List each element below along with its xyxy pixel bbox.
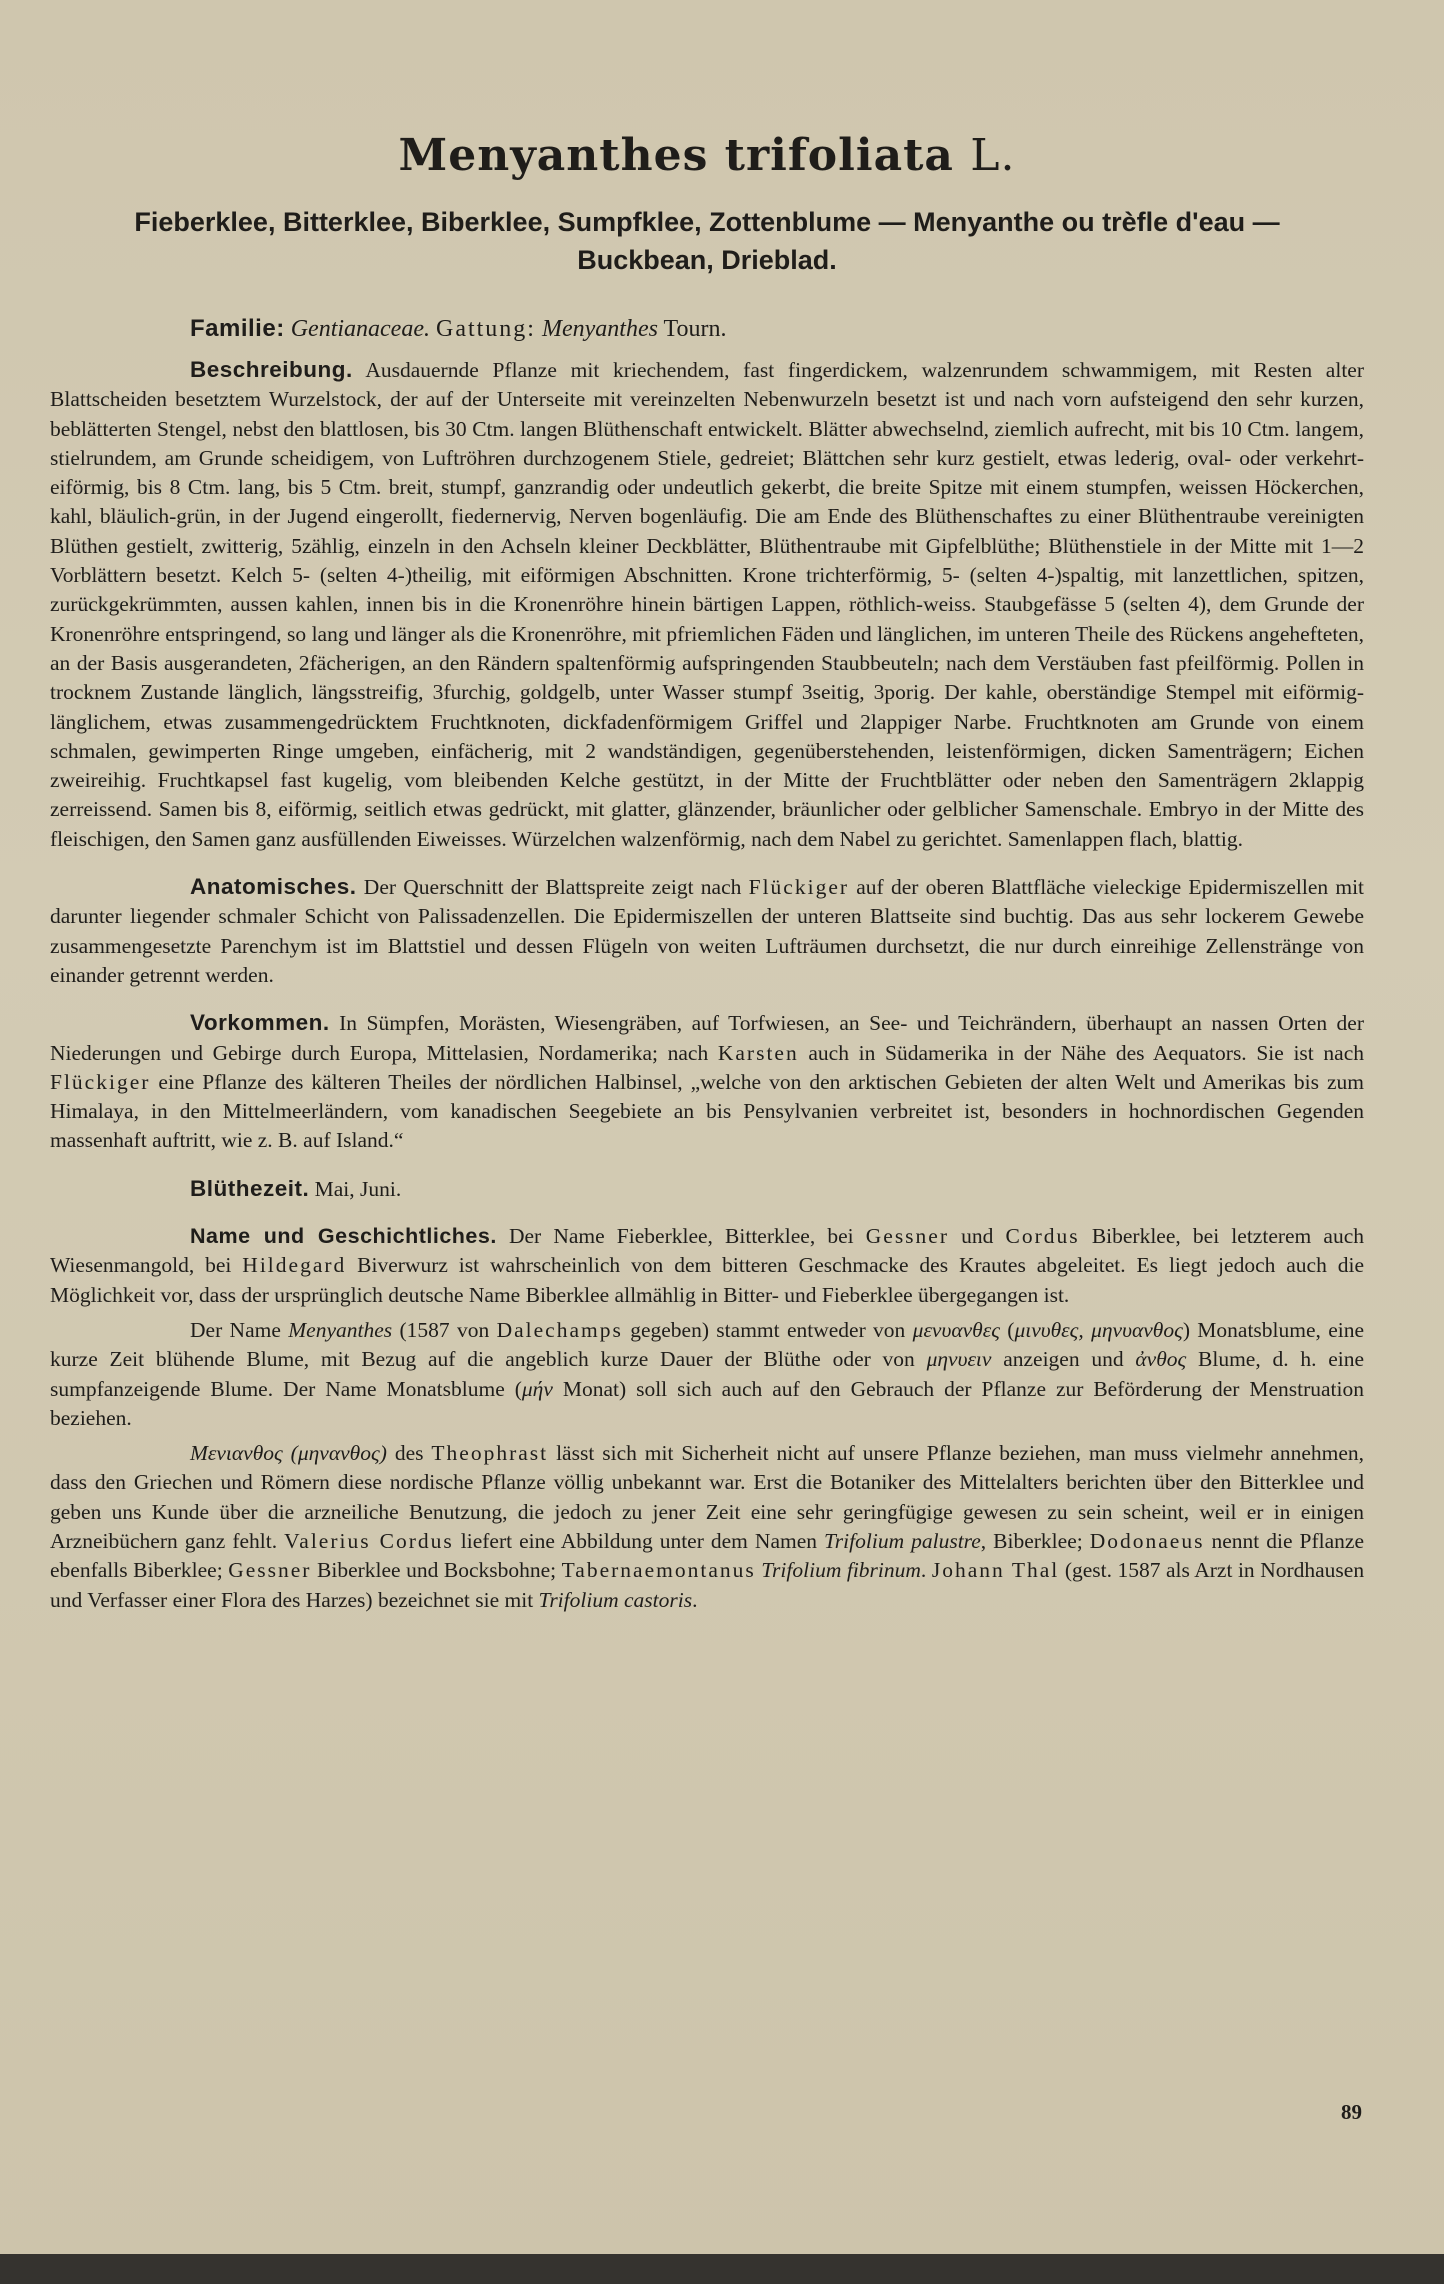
greek-word: μινυθες, μηνυανθος: [1014, 1317, 1183, 1342]
paragraph-text: anzeigen und: [1003, 1347, 1124, 1372]
paragraph-text: .: [692, 1587, 698, 1612]
greek-word: ἀνθος: [1135, 1347, 1187, 1372]
genus-name: Menyanthes: [288, 1317, 393, 1342]
author-name: Dalechamps: [496, 1317, 623, 1342]
paragraph-text: liefert eine Abbildung unter dem Namen: [460, 1528, 818, 1553]
gattung-label: Gattung:: [435, 316, 536, 342]
paragraph-text: (: [1007, 1317, 1015, 1342]
paragraph-text: Monat) soll sich auch auf den Gebrauch der Pflanze zur Beförderung der Menstruation beziehen.: [50, 1376, 1364, 1430]
section-bluethezeit: [50, 1174, 1364, 1204]
vorkommen-text: In Sümpfen, Morästen, Wiesengräben, auf Torfwiesen, an See- und Teichrändern, überhaupt an nassen Orten der Niederungen und Gebirge durch Europa, Mittelasien, Nordamerika; nach: [50, 1011, 1364, 1065]
paragraph-name-origin: [50, 1316, 1364, 1433]
bluethezeit-label: Blüthezeit.: [190, 1175, 310, 1201]
latin-name: Trifolium castoris: [538, 1587, 693, 1612]
familie-value: Gentianaceae.: [290, 316, 430, 342]
vorkommen-text: eine Pflanze des kälteren Theiles der nördlichen Halbinsel, „welche von den arktischen Gebieten der alten Welt und Amerikas bis zum Himalaya, in den Mittelmeerländern, vom kanadischen Seegebiete an bis Pensylvanien verbreitet ist, besonders in hochnordischen Gegenden massenhaft auftritt, wie z. B. auf Island.“: [50, 1069, 1364, 1153]
paragraph-text: Biberklee, bei letzterem auch Wiesenmangold, bei: [50, 1224, 1365, 1278]
author-name: Valerius Cordus: [284, 1528, 454, 1553]
bluethezeit-value: Mai, Juni.: [314, 1176, 402, 1201]
author-name: Gessner: [228, 1558, 312, 1583]
paragraph-text: , Biberklee;: [980, 1528, 1083, 1553]
anatomisches-text: auf der oberen Blattfläche vieleckige Epidermiszellen mit darunter liegender schmaler Schicht von Palissadenzellen. Die Epidermiszellen der unteren Blattseite sind buchtig. Das aus sehr lockerem Gewebe zusammengesetzte Parenchym ist im Blattstiel und dessen Flügeln von weiten Lufträumen durchsetzt, die nur durch einreihige Zellenstränge von einander getrennt werden.: [50, 875, 1365, 987]
paragraph-text: (1587 von: [399, 1317, 490, 1342]
paragraph-text: Der Name: [190, 1317, 281, 1342]
paragraph-text: Der Name Fieberklee, Bitterklee, bei: [508, 1224, 854, 1249]
common-names: Fieberklee, Bitterklee, Biberklee, Sumpfklee, Zottenblume — Menyanthe ou trèfle d'eau — Buckbean, Drieblad.: [134, 207, 1280, 275]
section-name-geschichte: [50, 1222, 1364, 1310]
page-number: 89: [1341, 2100, 1362, 2124]
latin-name: Trifolium fibrinum: [761, 1558, 921, 1583]
paragraph-text: Blume, d. h. eine sumpfanzeigende Blume. Der Name Monatsblume (: [50, 1347, 1365, 1401]
author-name: Tabernaemontanus: [561, 1558, 756, 1583]
vorkommen-text: auch in Südamerika in der Nähe des Aequators. Sie ist nach: [808, 1040, 1365, 1065]
paragraph-text: Biberklee und Bocksbohne;: [317, 1558, 557, 1583]
paragraph-text: nennt die Pflanze ebenfalls Biberklee;: [50, 1528, 1365, 1583]
name-geschichte-label: Name und Geschichtliches.: [190, 1224, 497, 1249]
section-beschreibung: [50, 355, 1364, 854]
vorkommen-label: Vorkommen.: [190, 1010, 330, 1036]
familie-label: Familie:: [190, 315, 285, 342]
paragraph-text: .: [920, 1558, 927, 1583]
beschreibung-text: Ausdauernde Pflanze mit kriechendem, fast fingerdickem, walzenrundem schwammigem, mit Resten alter Blattscheiden besetztem Wurzelstock, der auf der Unterseite mit vereinzelten Nebenwurzeln besetzt ist und nach vorn aufsteigend den sehr kurzen, beblätterten Stengel, nebst den blattlosen, bis 30 Ctm. langen Blüthenschaft entwickelt. Blätter abwechselnd, ziemlich aufrecht, mit bis 10 Ctm. langem, stielrundem, am Grunde scheidigem, von Luftröhren durchzogenem Stiele, gedreiet; Blättchen sehr kurz gestielt, etwas lederig, oval- oder verkehrt-eiförmig, bis 8 Ctm. lang, bis 5 Ctm. breit, stumpf, ganzrandig oder undeutlich gekerbt, die breite Spitze mit einem stumpfen, weissen Höckerchen, kahl, bläulich-grün, in der Jugend eingerollt, fiedernervig, Nerven bogenläufig. Die am Ende des Blüthenschaftes zu einer Blüthentraube vereinigten Blüthen gestielt, zwitterig, 5zählig, einzeln in den Achseln kleiner Deckblätter, Blüthentraube mit Gipfelblüthe; Blüthenstiele in der Mitte mit 1—2 Vorblättern besetzt. Kelch 5- (selten 4-)theilig, mit eiförmigen Abschnitten. Krone trichterförmig, 5- (selten 4-)spaltig, mit lanzettlichen, spitzen, zurückgekrümmten, aussen kahlen, innen bis in die Kronenröhre hinein bärtigen Lappen, röthlich-weiss. Staubgefässe 5 (selten 4), dem Grunde der Kronenröhre entspringend, so lang und länger als die Kronenröhre, mit pfriemlichen Fäden und länglichen, im unteren Theile des Rückens angehefteten, an der Basis ausgerandeten, 2fächerigen, an den Rändern spaltenförmig aufspringenden Staubbeuteln; nach dem Verstäuben fast pfeilförmig. Pollen in trocknem Zustande länglich, längsstreifig, 3furchig, goldgelb, unter Wasser stumpf 3seitig, 3porig. Der kahle, oberständige Stempel mit eiförmig-länglichem, etwas zusammengedrücktem Fruchtknoten, dickfadenförmigem Griffel und 2lappiger Narbe. Fruchtknoten am Grunde von einem schmalen, gewimperten Ringe umgeben, einfächerig, mit 2 wandständigen, gegenüberstehenden, leistenförmigen, dicken Samenträgern; Eichen zweireihig. Fruchtkapsel fast kugelig, vom bleibenden Kelche gestützt, in der Mitte der Fruchtblätter oder neben den Samenträgern 2klappig zerreissend. Samen bis 8, eiförmig, seitlich etwas gedrückt, mit glatter, glänzender, bräunlicher oder gelblicher Samenschale. Embryo in der Mitte des fleischigen, den Samen ganz ausfüllenden Eiweisses. Würzelchen walzenförmig, nach dem Nabel zu gerichtet. Samenlappen flach, blattig.: [50, 358, 1364, 851]
paragraph-text: des: [394, 1441, 424, 1466]
beschreibung-label: Beschreibung.: [190, 357, 353, 382]
paragraph-text: ) Monatsblume, eine kurze Zeit blühende Blume, mit Bezug auf die angeblich kurze Dauer der Blüthe oder von: [50, 1317, 1365, 1372]
paragraph-text: gegeben) stammt entweder von: [630, 1317, 906, 1342]
anatomisches-text: Der Querschnitt der Blattspreite zeigt nach: [363, 875, 742, 900]
anatomisches-label: Anatomisches.: [190, 874, 357, 900]
greek-word: μήν: [521, 1376, 553, 1401]
species-name: Menyanthes trifoliata: [398, 130, 954, 181]
family-line: [190, 315, 1364, 343]
author-name: Karsten: [717, 1040, 799, 1065]
gattung-author: Tourn.: [663, 316, 727, 342]
gattung-value: Menyanthes: [541, 316, 658, 342]
section-anatomisches: [50, 872, 1364, 990]
paragraph-text: (gest. 1587 als Arzt in Nordhausen und Verfasser einer Flora des Harzes) bezeichnet sie mit: [50, 1558, 1365, 1612]
paragraph-text: und: [961, 1224, 994, 1249]
section-vorkommen: [50, 1008, 1364, 1155]
author-name: Dodonaeus: [1089, 1528, 1205, 1553]
paragraph-text: lässt sich mit Sicherheit nicht auf unsere Pflanze beziehen, man muss vielmehr annehmen, dass den Griechen und Römern diese nordische Pflanze völlig unbekannt war. Erst die Botaniker des Mittelalters berichten über den Bitterklee und geben uns Kunde über die arzneiliche Benutzung, die jedoch zu jener Zeit eine sehr geringfügige gewesen zu sein scheint, weil er in einigen Arzneibüchern ganz fehlt.: [50, 1441, 1365, 1553]
greek-word: μενυανθες: [912, 1317, 1000, 1342]
author-name: Flückiger: [50, 1069, 151, 1094]
author-name: Flückiger: [748, 875, 850, 900]
paragraph-text: Biverwurz ist wahrscheinlich von dem bitteren Geschmacke des Krautes abgeleitet. Es liegt jedoch auch die Möglichkeit vor, dass der ursprünglich deutsche Name Biberklee allmählig in Bitter- und Fieberklee übergegangen ist.: [50, 1253, 1365, 1307]
author-name: Johann Thal: [931, 1558, 1060, 1583]
author-name: Theophrast: [431, 1441, 549, 1466]
greek-word: Μενιανθος (μηνανθος): [190, 1441, 387, 1466]
page-title: [50, 130, 1364, 181]
author-name: Hildegard: [242, 1253, 347, 1278]
paragraph-history: [50, 1439, 1364, 1615]
latin-name: Trifolium palustre: [824, 1528, 981, 1553]
author-name: Cordus: [1005, 1224, 1080, 1249]
page-content: [50, 130, 1364, 1621]
species-authority: L.: [970, 130, 1016, 181]
author-name: Gessner: [865, 1224, 950, 1249]
greek-word: μηνυειν: [926, 1347, 992, 1372]
